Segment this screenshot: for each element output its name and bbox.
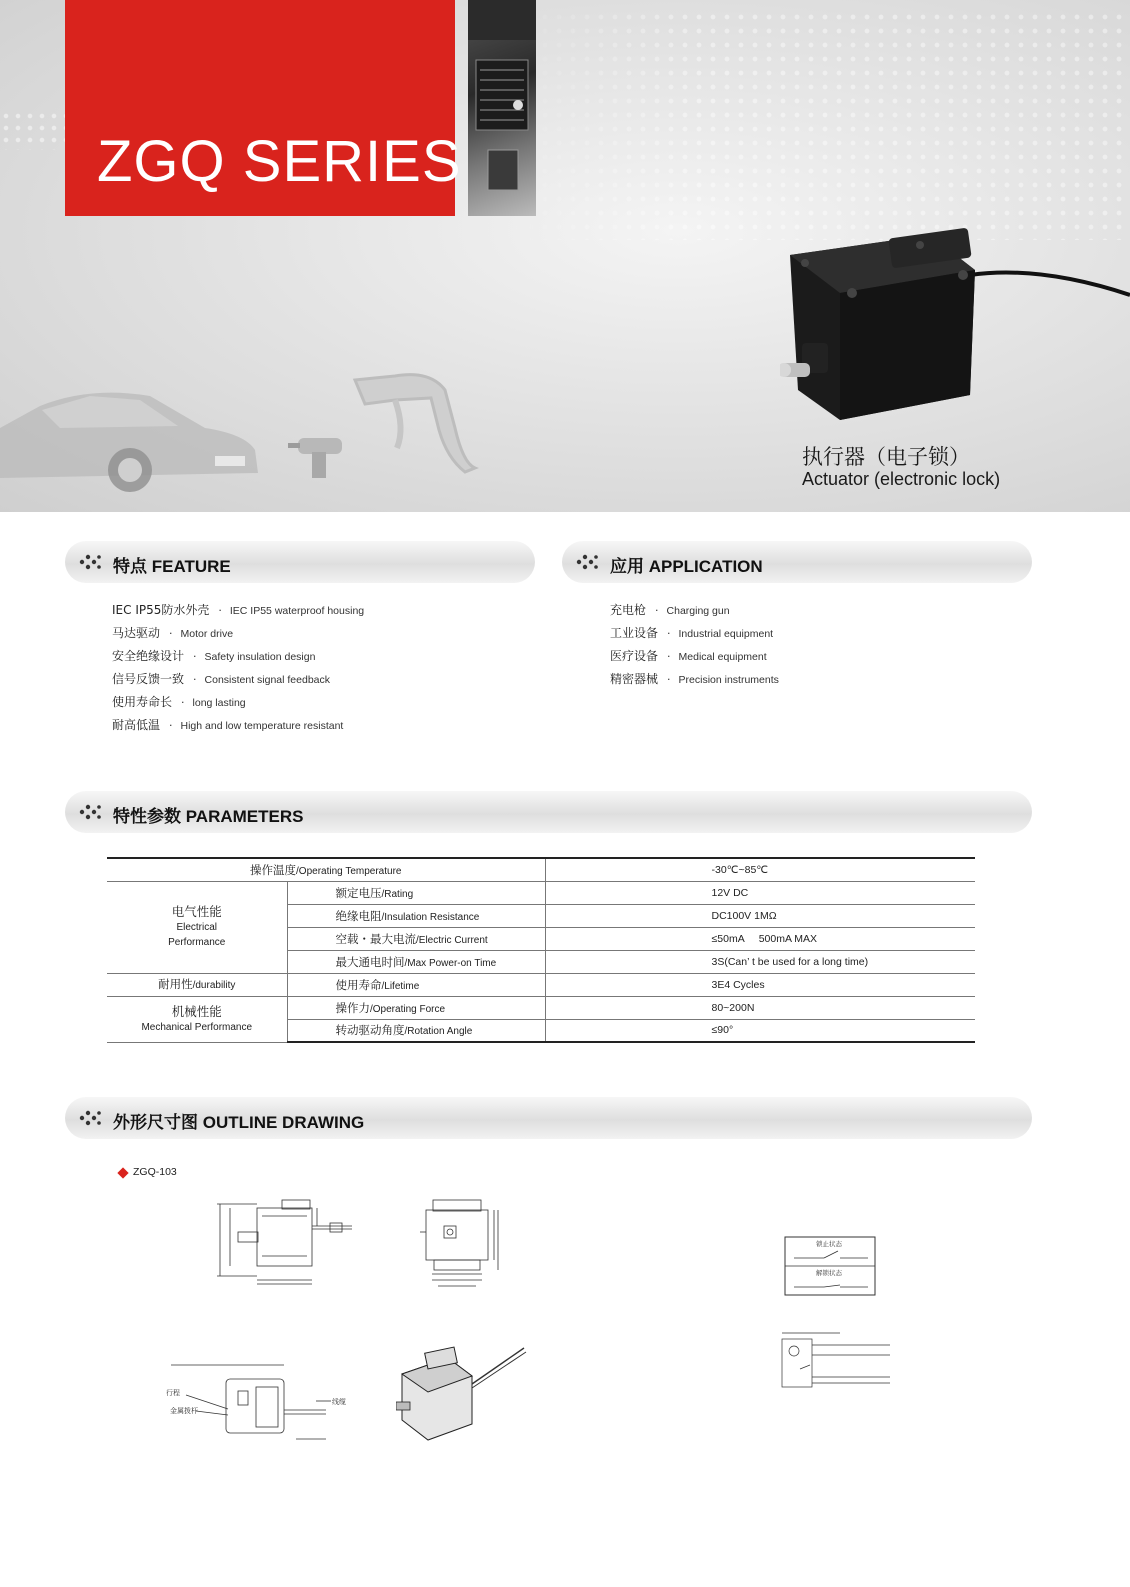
param-label: 最大通电时间/Max Power-on Time	[287, 950, 545, 973]
product-sketch	[396, 1344, 530, 1442]
product-caption-en: Actuator (electronic lock)	[802, 469, 1001, 489]
feature-cn: 马达驱动	[112, 626, 161, 640]
feature-cn: IEC IP55防水外壳	[112, 603, 210, 617]
dot-pattern	[510, 10, 1130, 240]
param-label: 使用寿命/Lifetime	[287, 973, 545, 996]
table-row	[107, 973, 975, 996]
front-view-drawing	[212, 1196, 362, 1286]
stroke-label: 行程	[166, 1389, 180, 1397]
param-value: ≤50mA 500mA MAX	[545, 927, 975, 950]
bullet: ·	[193, 673, 197, 686]
application-en: Industrial equipment	[678, 628, 774, 640]
param-value: DC100V 1MΩ	[545, 904, 975, 927]
wiring-diagram	[780, 1329, 892, 1391]
feature-title: 特点 FEATURE	[113, 557, 231, 576]
circuit-board-image	[468, 0, 536, 216]
bullet: ·	[667, 673, 671, 686]
parameters-section-bar	[65, 791, 1032, 833]
outline-section-bar	[65, 1097, 1032, 1139]
param-group-mechanical: 机械性能 Mechanical Performance	[107, 996, 287, 1042]
feature-cn: 耐高低温	[112, 718, 161, 732]
bullet: ·	[181, 696, 185, 709]
bullet: ·	[667, 650, 671, 663]
application-title: 应用 APPLICATION	[610, 557, 763, 576]
feature-en: High and low temperature resistant	[180, 720, 344, 732]
list-item	[112, 622, 364, 645]
feature-en: Safety insulation design	[204, 651, 316, 663]
outline-title: 外形尺寸图 OUTLINE DRAWING	[113, 1113, 365, 1132]
list-item	[610, 599, 779, 622]
top-view-drawing	[166, 1355, 366, 1445]
param-label: 操作温度/Operating Temperature	[107, 858, 545, 881]
feature-en: long lasting	[192, 697, 246, 709]
feature-cn: 信号反馈一致	[112, 672, 185, 686]
bullet: ·	[193, 650, 197, 663]
list-item	[112, 668, 364, 691]
list-item	[112, 645, 364, 668]
list-item	[610, 668, 779, 691]
bullet: ·	[169, 719, 173, 732]
feature-cn: 安全绝缘设计	[112, 649, 185, 663]
actuator-product-image	[780, 215, 1130, 425]
list-item	[610, 622, 779, 645]
dots-icon	[79, 1109, 101, 1127]
feature-en: Motor drive	[180, 628, 234, 640]
hero-banner	[0, 0, 1130, 512]
application-cn: 充电枪	[610, 603, 647, 617]
application-cn: 精密器械	[610, 672, 659, 686]
feature-en: Consistent signal feedback	[204, 674, 331, 686]
metal-lever-label: 金属拨杆	[170, 1407, 198, 1415]
application-cn: 工业设备	[610, 626, 659, 640]
red-diamond-icon	[117, 1167, 128, 1178]
param-value: ≤90°	[545, 1019, 975, 1042]
table-row	[107, 996, 975, 1019]
param-label: 转动驱动角度/Rotation Angle	[287, 1019, 545, 1042]
parameters-table	[107, 857, 975, 1043]
unlocked-state-label: 解锁状态	[816, 1269, 842, 1277]
application-cn: 医疗设备	[610, 649, 659, 663]
product-caption-cn: 执行器（电子锁）	[802, 445, 970, 469]
list-item	[112, 691, 364, 714]
param-value: 3S(Can’ t be used for a long time)	[545, 950, 975, 973]
param-label: 空载・最大电流/Electric Current	[287, 927, 545, 950]
param-label: 绝缘电阻/Insulation Resistance	[287, 904, 545, 927]
list-item	[610, 645, 779, 668]
switch-state-diagram	[784, 1236, 882, 1298]
car-image	[0, 378, 270, 498]
param-group-electrical: 电气性能 Electrical Performance	[107, 881, 287, 973]
bullet: ·	[218, 604, 222, 617]
param-value: 3E4 Cycles	[545, 973, 975, 996]
application-section-bar	[562, 541, 1032, 583]
bullet: ·	[655, 604, 659, 617]
param-value: 12V DC	[545, 881, 975, 904]
dots-icon	[576, 553, 598, 571]
side-view-drawing	[420, 1200, 498, 1286]
parameters-title: 特性参数 PARAMETERS	[113, 807, 304, 826]
param-label: 额定电压/Rating	[287, 881, 545, 904]
application-en: Charging gun	[666, 605, 730, 617]
series-title: ZGQ SERIES	[97, 129, 462, 194]
param-label: 操作力/Operating Force	[287, 996, 545, 1019]
wire-label: 线缆	[332, 1398, 346, 1406]
feature-en: IEC IP55 waterproof housing	[229, 605, 365, 617]
dots-icon	[79, 553, 101, 571]
feature-list	[112, 599, 364, 737]
param-value: -30℃~85℃	[545, 858, 975, 881]
locked-state-label: 锁止状态	[816, 1240, 842, 1248]
application-en: Medical equipment	[678, 651, 767, 663]
application-en: Precision instruments	[678, 674, 779, 686]
feature-cn: 使用寿命长	[112, 695, 173, 709]
list-item	[112, 599, 364, 622]
table-row	[107, 858, 975, 881]
table-row	[107, 881, 975, 904]
bullet: ·	[169, 627, 173, 640]
model-number: ZGQ-103	[133, 1166, 177, 1178]
drill-image	[288, 432, 358, 482]
feature-section-bar	[65, 541, 535, 583]
application-list	[610, 599, 779, 691]
dots-icon	[79, 803, 101, 821]
bullet: ·	[667, 627, 671, 640]
param-value: 80~200N	[545, 996, 975, 1019]
list-item	[112, 714, 364, 737]
param-group-durability: 耐用性/durability	[107, 973, 287, 996]
